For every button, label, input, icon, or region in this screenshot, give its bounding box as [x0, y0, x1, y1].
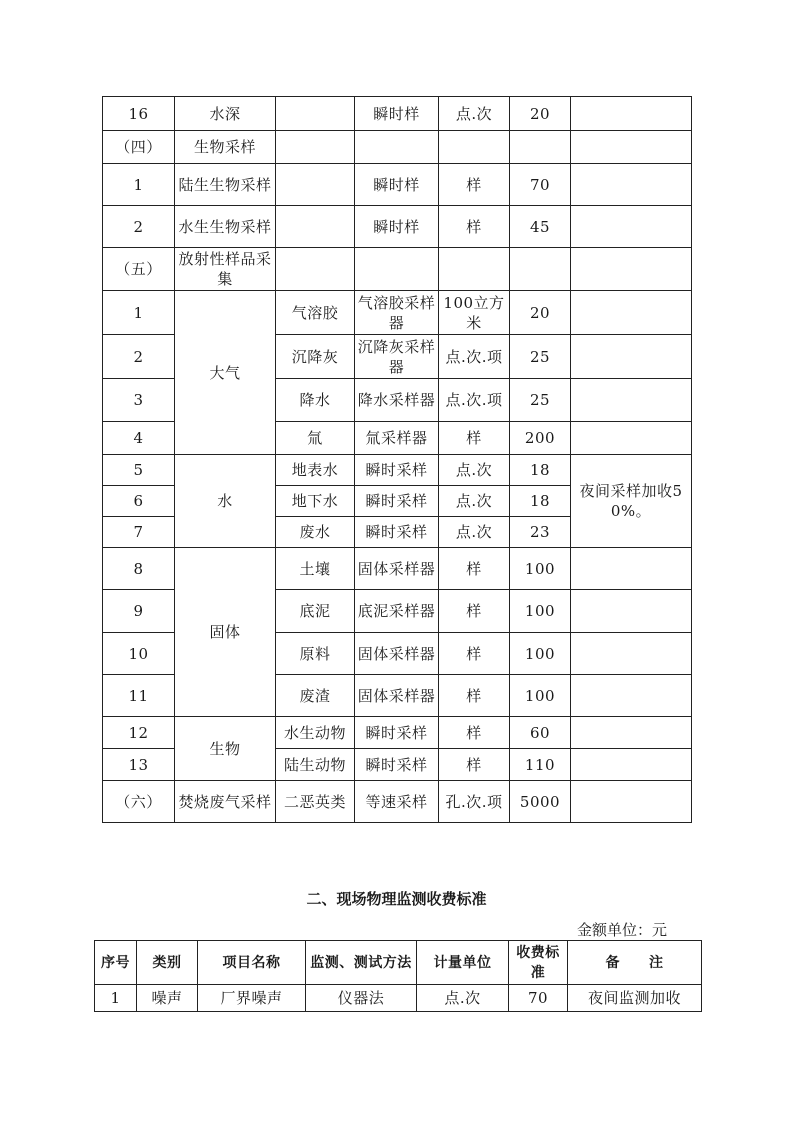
row-unit: 样: [439, 164, 510, 206]
row-method: 气溶胶采样器: [355, 291, 439, 335]
row-category: 放射性样品采集: [175, 248, 276, 291]
header-method: 监测、测试方法: [306, 941, 417, 985]
row-no: 4: [103, 422, 175, 455]
row-note: [571, 206, 692, 248]
row-item: 厂界噪声: [198, 985, 306, 1012]
row-category: 生物采样: [175, 131, 276, 164]
row-unit: 样: [439, 675, 510, 717]
table-row: [103, 97, 692, 131]
table-row: [95, 985, 702, 1012]
row-no: 11: [103, 675, 175, 717]
row-method: 固体采样器: [355, 548, 439, 590]
row-no: 6: [103, 486, 175, 517]
table-row: [103, 717, 692, 749]
row-category: 生物: [175, 717, 276, 781]
row-unit: 点.次: [439, 455, 510, 486]
table-row: [103, 206, 692, 248]
row-fee: 45: [510, 206, 571, 248]
row-unit: 点.次: [439, 486, 510, 517]
row-item: [276, 131, 355, 164]
row-item: 氚: [276, 422, 355, 455]
section-title: 二、现场物理监测收费标准: [306, 890, 487, 908]
row-method: 仪器法: [306, 985, 417, 1012]
row-item: 地表水: [276, 455, 355, 486]
row-unit: 点.次.项: [439, 335, 510, 379]
row-category: 噪声: [137, 985, 198, 1012]
header-unit: 计量单位: [417, 941, 509, 985]
row-item: 原料: [276, 633, 355, 675]
row-no: 13: [103, 749, 175, 781]
row-unit: 点.次.项: [439, 379, 510, 422]
row-unit: 孔.次.项: [439, 781, 510, 823]
row-fee: 18: [510, 486, 571, 517]
row-fee: 20: [510, 291, 571, 335]
row-category: 水: [175, 455, 276, 548]
table-row: [103, 248, 692, 291]
row-category: 水深: [175, 97, 276, 131]
row-no: 9: [103, 590, 175, 633]
table-header-row: [95, 941, 702, 985]
header-category: 类别: [137, 941, 198, 985]
header-fee: 收费标准: [509, 941, 568, 985]
row-item: 降水: [276, 379, 355, 422]
row-method: 瞬时样: [355, 97, 439, 131]
header-no: 序号: [95, 941, 137, 985]
row-method: 沉降灰采样器: [355, 335, 439, 379]
header-note: 备 注: [568, 941, 702, 985]
row-no: 3: [103, 379, 175, 422]
physical-monitoring-fee-table: [94, 940, 702, 1012]
row-category: 焚烧废气采样: [175, 781, 276, 823]
table-row: [103, 781, 692, 823]
row-unit: 样: [439, 548, 510, 590]
row-no: 12: [103, 717, 175, 749]
header-item: 项目名称: [198, 941, 306, 985]
row-category: 水生生物采样: [175, 206, 276, 248]
row-fee: 70: [509, 985, 568, 1012]
row-no: 16: [103, 97, 175, 131]
row-item: 废渣: [276, 675, 355, 717]
row-note: [571, 749, 692, 781]
row-note: 夜间采样加收50%。: [571, 455, 692, 548]
row-item: 二恶英类: [276, 781, 355, 823]
row-method: 等速采样: [355, 781, 439, 823]
row-unit: 样: [439, 749, 510, 781]
sampling-fee-table: [102, 96, 692, 823]
row-note: [571, 131, 692, 164]
table-row: [103, 164, 692, 206]
row-item: 水生动物: [276, 717, 355, 749]
row-no: 2: [103, 335, 175, 379]
row-unit: 点.次: [439, 97, 510, 131]
row-note: [571, 633, 692, 675]
row-fee: 25: [510, 379, 571, 422]
row-category: 大气: [175, 291, 276, 455]
row-note: [571, 717, 692, 749]
row-fee: 20: [510, 97, 571, 131]
row-unit: 100立方米: [439, 291, 510, 335]
currency-unit-label: 金额单位：元: [577, 921, 668, 939]
row-method: 瞬时样: [355, 164, 439, 206]
row-method: [355, 248, 439, 291]
row-item: 陆生动物: [276, 749, 355, 781]
row-note: 夜间监测加收: [568, 985, 702, 1012]
table-row: [103, 548, 692, 590]
row-unit: 点.次: [439, 517, 510, 548]
row-item: 土壤: [276, 548, 355, 590]
row-unit: [439, 131, 510, 164]
row-item: 沉降灰: [276, 335, 355, 379]
row-note: [571, 291, 692, 335]
row-fee: 100: [510, 675, 571, 717]
row-fee: 25: [510, 335, 571, 379]
row-no: 10: [103, 633, 175, 675]
row-fee: 110: [510, 749, 571, 781]
row-item: 地下水: [276, 486, 355, 517]
row-method: 瞬时采样: [355, 517, 439, 548]
row-no: 1: [103, 164, 175, 206]
row-unit: [439, 248, 510, 291]
row-method: 瞬时采样: [355, 749, 439, 781]
row-method: 瞬时采样: [355, 455, 439, 486]
row-item: [276, 164, 355, 206]
row-note: [571, 164, 692, 206]
row-method: 固体采样器: [355, 675, 439, 717]
row-no: （五）: [103, 248, 175, 291]
row-fee: 100: [510, 633, 571, 675]
row-no: 5: [103, 455, 175, 486]
row-unit: 样: [439, 590, 510, 633]
row-note: [571, 675, 692, 717]
row-unit: 点.次: [417, 985, 509, 1012]
row-note: [571, 379, 692, 422]
row-category: 固体: [175, 548, 276, 717]
row-no: 2: [103, 206, 175, 248]
table-row: [103, 131, 692, 164]
row-fee: 100: [510, 590, 571, 633]
row-item: 废水: [276, 517, 355, 548]
row-item: 气溶胶: [276, 291, 355, 335]
row-fee: 60: [510, 717, 571, 749]
row-fee: [510, 131, 571, 164]
row-fee: 18: [510, 455, 571, 486]
row-note: [571, 335, 692, 379]
row-method: [355, 131, 439, 164]
table-row: [103, 455, 692, 486]
row-no: 1: [103, 291, 175, 335]
row-method: 降水采样器: [355, 379, 439, 422]
row-method: 固体采样器: [355, 633, 439, 675]
row-item: 底泥: [276, 590, 355, 633]
row-fee: 70: [510, 164, 571, 206]
row-note: [571, 422, 692, 455]
row-no: （六）: [103, 781, 175, 823]
row-item: [276, 97, 355, 131]
row-note: [571, 548, 692, 590]
row-fee: 100: [510, 548, 571, 590]
row-note: [571, 590, 692, 633]
row-method: 瞬时采样: [355, 486, 439, 517]
row-note: [571, 97, 692, 131]
row-no: 7: [103, 517, 175, 548]
row-unit: 样: [439, 717, 510, 749]
row-fee: 200: [510, 422, 571, 455]
row-method: 氚采样器: [355, 422, 439, 455]
row-category: 陆生生物采样: [175, 164, 276, 206]
row-fee: 23: [510, 517, 571, 548]
row-note: [571, 248, 692, 291]
row-method: 瞬时采样: [355, 717, 439, 749]
row-no: （四）: [103, 131, 175, 164]
row-item: [276, 206, 355, 248]
row-method: 瞬时样: [355, 206, 439, 248]
row-no: 1: [95, 985, 137, 1012]
table-row: [103, 291, 692, 335]
row-fee: [510, 248, 571, 291]
row-unit: 样: [439, 422, 510, 455]
row-unit: 样: [439, 206, 510, 248]
row-item: [276, 248, 355, 291]
row-note: [571, 781, 692, 823]
row-method: 底泥采样器: [355, 590, 439, 633]
row-unit: 样: [439, 633, 510, 675]
row-no: 8: [103, 548, 175, 590]
row-fee: 5000: [510, 781, 571, 823]
